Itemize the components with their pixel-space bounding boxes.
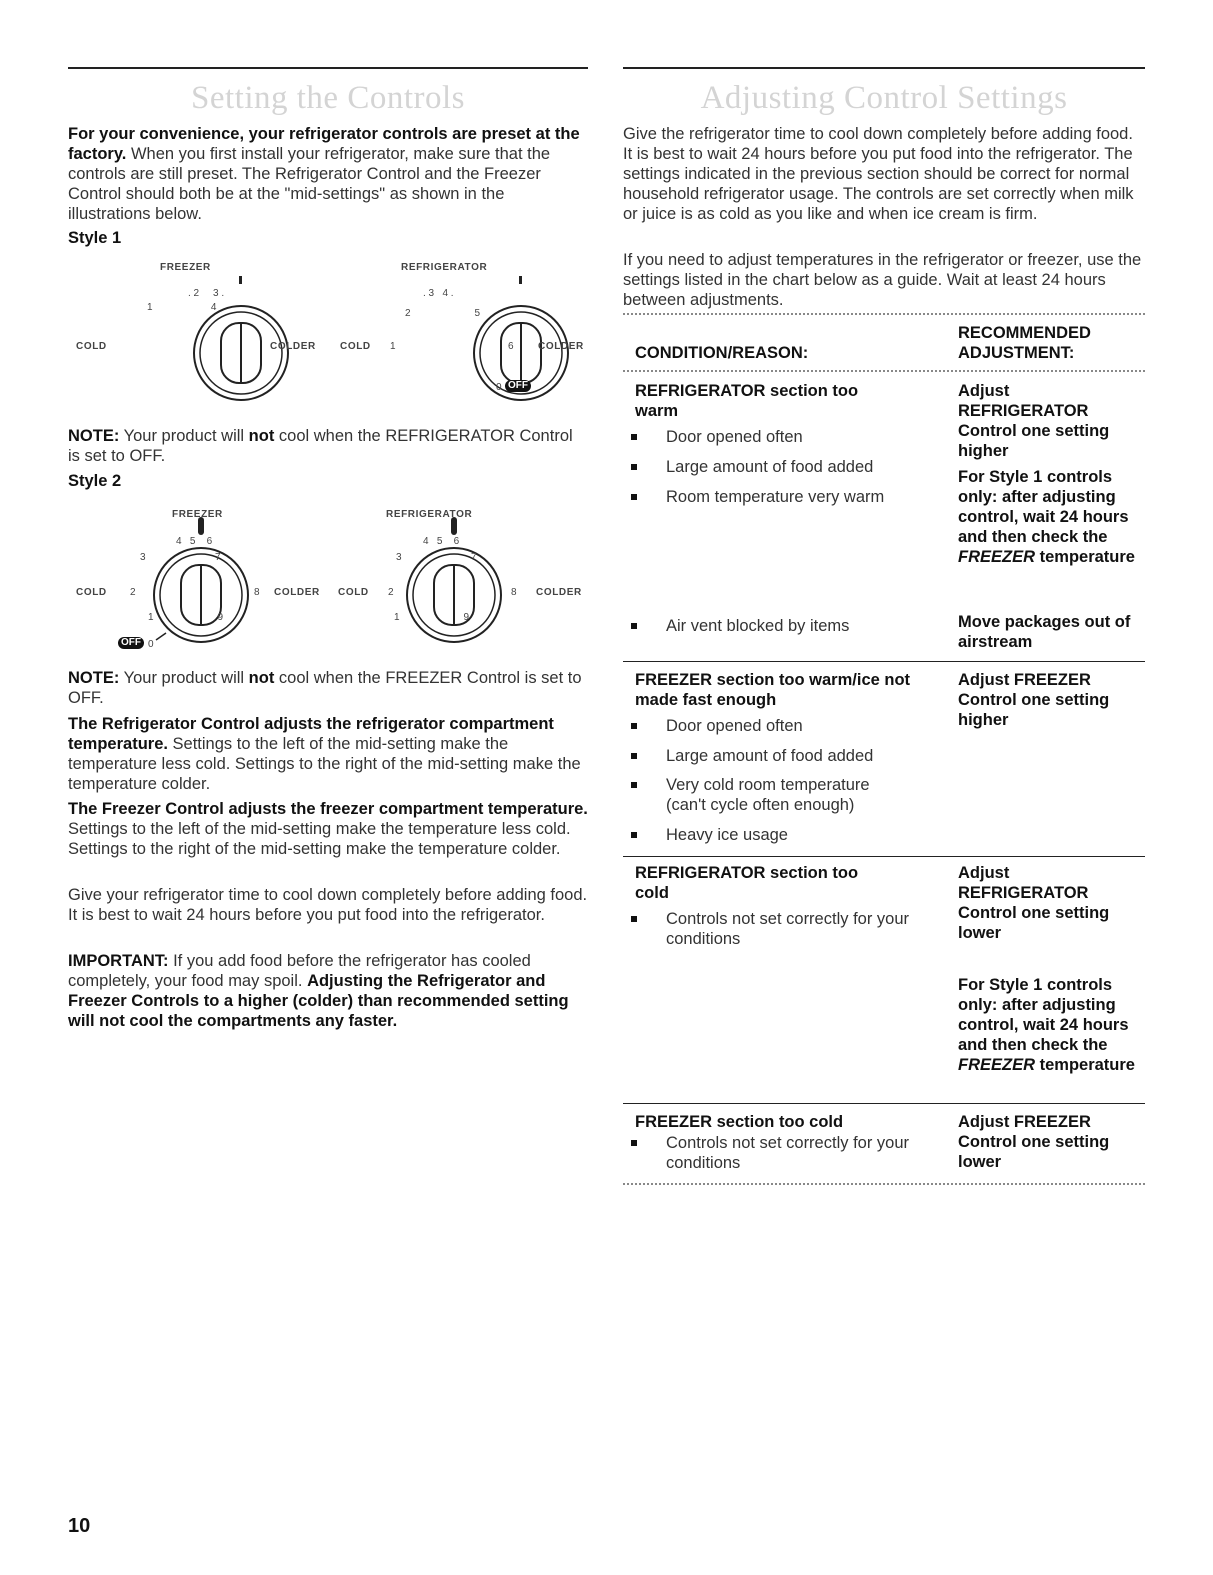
col-header-adjust-2: ADJUSTMENT: [958,344,1075,362]
row1-style1-note [958,467,1138,567]
top-rule [68,67,588,69]
row1-condition: REFRIGERATOR section too warm [635,382,859,420]
note1 [68,426,588,466]
note-text: cool when the FREEZER Control is set to OFF. [68,669,582,707]
header-rule [623,370,1145,372]
intro-bold: For your convenience, your refrigerator controls are preset at the factory. [68,125,580,163]
dial-num: 2 5 [405,308,481,319]
row4-bullet: Controls not set correctly for your conditions [623,1133,946,1173]
important-bold: Adjusting the Refrigerator and Freezer Controls to a higher (colder) than recommended setting will not cool the compartments any faster. [68,972,569,1030]
top-rule [623,67,1145,69]
style1-ref-colder-label: COLDER [538,341,584,352]
important-paragraph [68,951,588,1031]
style1-refrigerator-label: REFRIGERATOR [401,262,488,273]
row1-bullet: Door opened often [623,427,966,447]
page-number: 10 [68,1515,91,1537]
row3-condition: REFRIGERATOR section too cold [635,864,859,902]
section-title: Setting the Controls [191,80,465,116]
table-bottom-rule [623,1183,1145,1185]
row2-bullet: Door opened often [623,716,966,736]
dial-num: 3 7 [140,552,221,563]
dial-num: 1 9 [148,612,224,623]
row-divider [623,661,1145,662]
important-rest: If you add food before the refrigerator has cooled completely, your food may spoil. [68,952,531,990]
dial-num: . 2 3 . [188,288,225,299]
row1-bullet: Large amount of food added [623,457,966,477]
dial-num: 4 5 6 [423,536,460,547]
row3-style1-note [958,975,1138,1075]
row3-bullet: Controls not set correctly for your conditions [623,909,946,949]
style1-ref-cold-label: COLD [340,341,371,352]
row4-adjust: Adjust FREEZER Control one setting lower [958,1113,1110,1171]
dial-num: 8 [254,587,260,598]
row1-bullet: Room temperature very warm [623,487,966,507]
note-text: Your product will [119,669,249,687]
note-not: not [248,669,275,687]
intro-rest: When you first install your refrigerator, make sure that the controls are still preset. The Refrigerator Control and the Freezer Control should both be at the "mid-settings" as shown in the illustrations below. [68,145,551,223]
row-divider [623,856,1145,857]
row4-condition: FREEZER section too cold [635,1113,844,1131]
dial-num: 1 4 [147,302,217,313]
ref-ctl-rest: Settings to the left of the mid-setting make the temperature less cold. Settings to the right of the mid-setting make the temperature colder. [68,735,581,793]
note-text: Your product will [119,427,249,445]
note-label: NOTE: [68,427,120,445]
style1-colder-label: COLDER [270,341,316,352]
style2-ref-cold-label: COLD [338,587,369,598]
important-label: IMPORTANT: [68,952,169,970]
refrigerator-control-paragraph [68,714,588,794]
row2-bullet: Heavy ice usage [623,825,966,845]
row2-adjust: Adjust FREEZER Control one setting higher [958,671,1110,729]
row3-adjust: Adjust REFRIGERATOR Control one setting lower [958,864,1110,942]
off-badge: OFF [118,637,144,649]
dial-num: 0 [496,382,502,393]
style2-refrigerator-label: REFRIGERATOR [386,509,473,520]
style1-note-text: temperature [1035,1056,1135,1074]
row1-adjust: Adjust REFRIGERATOR Control one setting higher [958,382,1110,460]
style2-heading: Style 2 [68,472,122,490]
style2-ref-colder-label: COLDER [536,587,582,598]
style1-note-italic: FREEZER [958,1056,1036,1074]
freezer-control-paragraph [68,799,588,859]
row2-bullet: Large amount of food added [623,746,966,766]
row-divider [623,1103,1145,1104]
frz-ctl-bold: The Freezer Control adjusts the freezer compartment temperature. [68,800,588,818]
note-not: not [248,427,275,445]
note-label: NOTE: [68,669,120,687]
row1-extra-bullet: Air vent blocked by items [623,616,966,636]
style2-freezer-label: FREEZER [172,509,223,520]
dial-num: 1 [390,341,396,352]
row1-extra-adjust: Move packages out of airstream [958,613,1131,651]
intro-paragraph [68,124,588,224]
style1-cold-label: COLD [76,341,107,352]
style1-freezer-label: FREEZER [160,262,211,273]
row2-condition: FREEZER section too warm/ice not made fast enough [635,671,911,709]
section-title: Adjusting Control Settings [700,80,1068,116]
dial-num: 6 [508,341,514,352]
intro-paragraph: Give the refrigerator time to cool down completely before adding food. It is best to wait 24 hours before you put food into the refrigerator. The settings indicated in the previous section should be correct for normal household refrigerator usage. The controls are set correctly when milk or juice is as cold as you like and when ice cream is firm. [623,125,1134,223]
style1-heading: Style 1 [68,229,122,247]
dial-num: 4 5 6 [176,536,213,547]
note-text: cool when the REFRIGERATOR Control is set to OFF. [68,427,573,465]
off-badge: OFF [505,380,531,392]
dial-num: 0 [148,639,154,650]
dial-num: 2 [130,587,136,598]
style1-note-text: temperature [1035,548,1135,566]
dial-num: 3 7 [396,552,477,563]
dial-num: 1 9 [394,612,470,623]
guide-paragraph: If you need to adjust temperatures in the refrigerator or freezer, use the settings listed in the chart below as a guide. Wait at least 24 hours between adjustments. [623,251,1142,309]
style2-dials [68,505,588,660]
style1-note-text: For Style 1 controls only: after adjusting control, wait 24 hours and then check the [958,468,1129,546]
col-header-condition: CONDITION/REASON: [635,344,809,362]
style2-cold-label: COLD [76,587,107,598]
dial-num: 2 [388,587,394,598]
give-time-paragraph: Give your refrigerator time to cool down completely before adding food. It is best to wait 24 hours before you put food into the refrigerator. [68,886,588,924]
table-top-rule [623,313,1145,315]
frz-ctl-rest: Settings to the left of the mid-setting make the temperature less cold. Settings to the right of the mid-setting make the temperature colder. [68,820,571,858]
row2-bullet: Very cold room temperature (can't cycle often enough) [623,775,896,815]
ref-ctl-bold: The Refrigerator Control adjusts the refrigerator compartment temperature. [68,715,554,753]
dial-num: . 3 4 . [423,288,454,299]
style2-colder-label: COLDER [274,587,320,598]
col-header-adjust-1: RECOMMENDED [958,324,1091,342]
note2 [68,668,588,708]
style1-note-italic: FREEZER [958,548,1036,566]
style1-note-text: For Style 1 controls only: after adjusting control, wait 24 hours and then check the [958,976,1129,1054]
dial-num: 8 [511,587,517,598]
